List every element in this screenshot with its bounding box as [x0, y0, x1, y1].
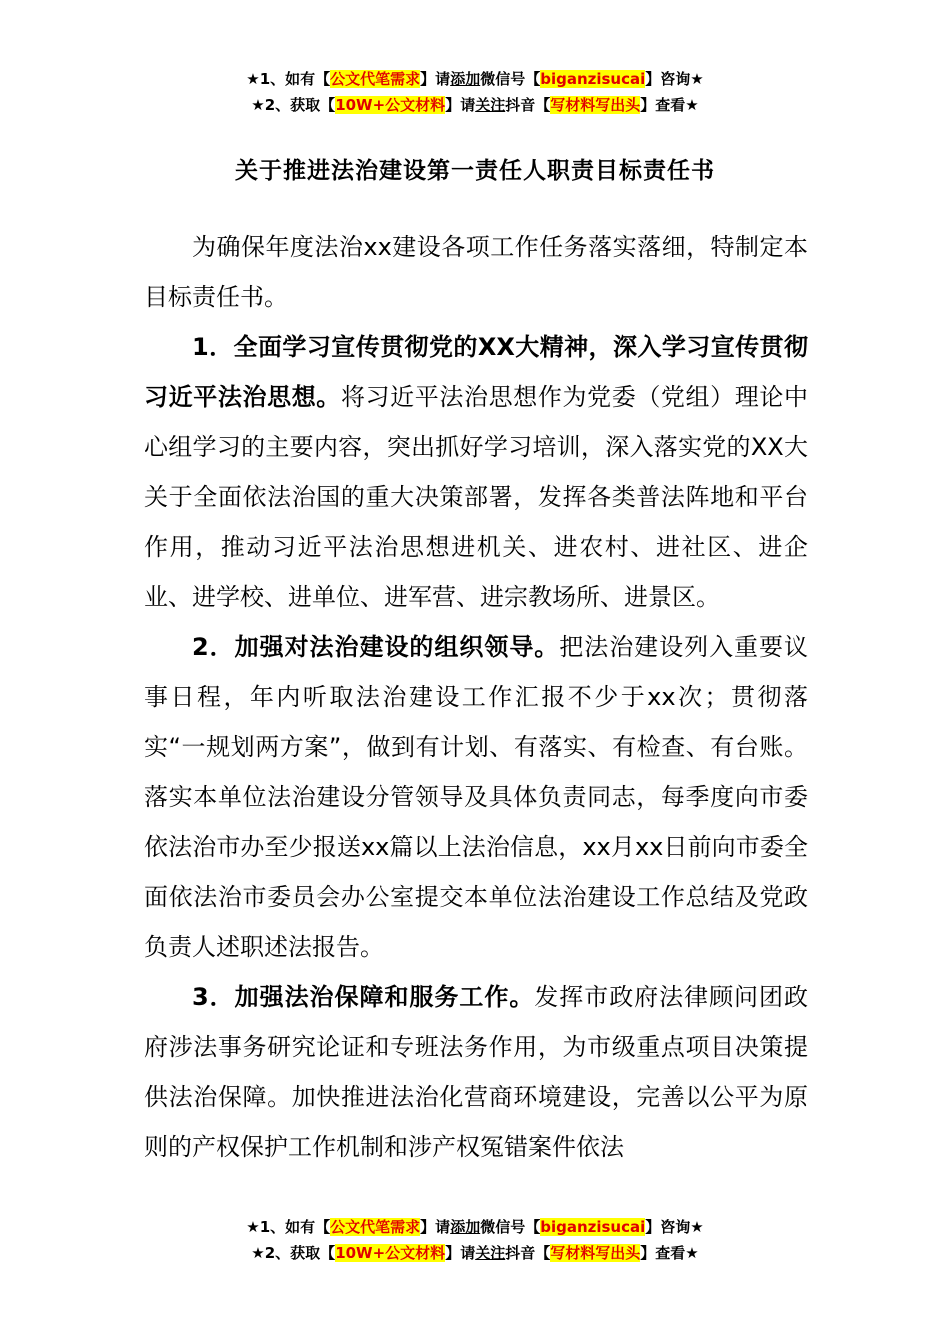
promo-highlight: 写材料写出头: [550, 1244, 641, 1262]
promo-highlight: biganzisucai: [540, 70, 646, 88]
section-heading: 3．加强法治保障和服务工作。: [192, 983, 535, 1011]
section-text: 发挥市政府法律顾问团政府涉法事务研究论证和专班法务作用，为市级重点项目决策提供法治保障。加快推进法治化营商环境建设，完善以公平为原则的产权保护工作机制和涉产权冤错案件依法: [144, 983, 809, 1161]
promo-highlight: 写材料写出头: [550, 96, 641, 114]
promo-highlight: 公文代笔需求: [330, 1218, 421, 1236]
section-text: 把法治建设列入重要议事日程，年内听取法治建设工作汇报不少于xx次；贯彻落实“一规划两方案”，做到有计划、有落实、有检查、有台账。落实本单位法治建设分管领导及具体负责同志，每季度向市委依法治市办至少报送xx篇以上法治信息，xx月xx日前向市委全面依法治市委员会办公室提交本单位法治建设工作总结及党政负责人述职述法报告。: [144, 633, 809, 961]
promo-line-2: ★2、获取【10W+公文材料】请关注抖音【写材料写出头】查看★: [251, 96, 699, 114]
document-title: 关于推进法治建设第一责任人职责目标责任书: [235, 158, 715, 184]
section-heading: 1．全面学习宣传贯彻党的XX大精神，深入学习宣传贯彻习近平法治思想。: [144, 333, 808, 411]
promo-line-2: ★2、获取【10W+公文材料】请关注抖音【写材料写出头】查看★: [251, 1244, 699, 1262]
promo-highlight: 10W+公文材料: [335, 1244, 446, 1262]
section-heading: 2．加强对法治建设的组织领导。: [192, 633, 560, 661]
bottom-promo-banner: [0, 1214, 950, 1266]
section-paragraph: [144, 322, 808, 622]
section-paragraph: [144, 622, 808, 972]
promo-highlight: 10W+公文材料: [335, 96, 446, 114]
document-body: [144, 222, 808, 1172]
promo-highlight: biganzisucai: [540, 1218, 646, 1236]
section-text: 将习近平法治思想作为党委（党组）理论中心组学习的主要内容，突出抓好学习培训，深入落实党的XX大关于全面依法治国的重大决策部署，发挥各类普法阵地和平台作用，推动习近平法治思想进机关、进农村、进社区、进企业、进学校、进单位、进军营、进宗教场所、进景区。: [144, 383, 809, 611]
top-promo-banner: [0, 66, 950, 118]
section-paragraph: [144, 972, 808, 1172]
promo-highlight: 公文代笔需求: [330, 70, 421, 88]
intro-paragraph: 为确保年度法治xx建设各项工作任务落实落细，特制定本目标责任书。: [144, 233, 808, 311]
promo-line-1: ★1、如有【公文代笔需求】请添加微信号【biganzisucai】咨询★: [246, 1218, 704, 1236]
promo-line-1: ★1、如有【公文代笔需求】请添加微信号【biganzisucai】咨询★: [246, 70, 704, 88]
